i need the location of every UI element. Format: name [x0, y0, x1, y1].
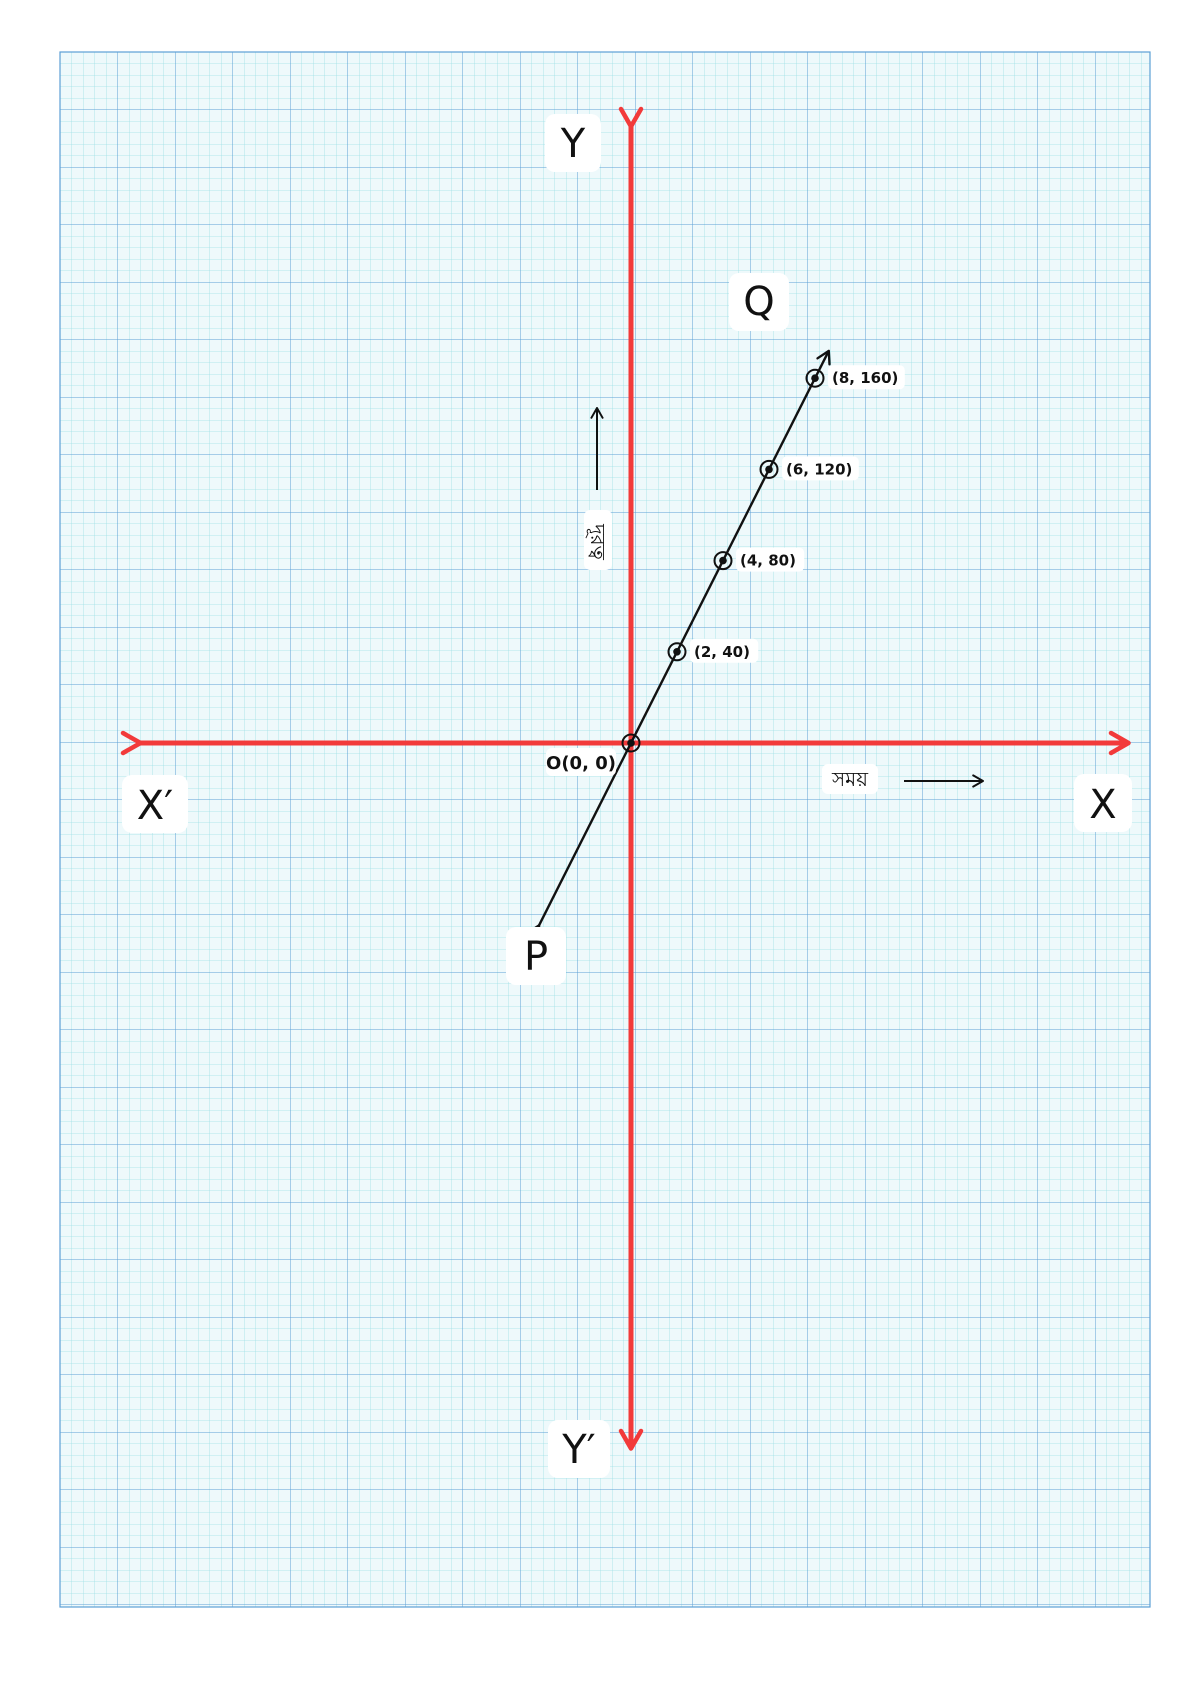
svg-text:(8, 160): (8, 160): [832, 369, 899, 388]
axis-label-y: [545, 114, 601, 172]
svg-text:Y: Y: [560, 121, 586, 167]
svg-text:Y′: Y′: [562, 1427, 596, 1473]
svg-text:(6, 120): (6, 120): [786, 460, 853, 479]
point-label: [828, 365, 905, 389]
svg-text:Q: Q: [743, 279, 775, 325]
point-label: [736, 548, 804, 572]
svg-text:O(0, 0): O(0, 0): [546, 753, 616, 774]
svg-text:(4, 80): (4, 80): [740, 551, 796, 570]
axis-label-x: [1074, 774, 1132, 832]
svg-text:X: X: [1089, 782, 1117, 828]
axis-label-x-prime: [122, 775, 188, 833]
point-label: [690, 639, 758, 663]
svg-text:(2, 40): (2, 40): [694, 642, 750, 661]
line-label-q: [729, 273, 789, 331]
graph-paper: [60, 52, 1150, 1607]
point-label: [782, 456, 859, 480]
svg-text:সময়: সময়: [831, 767, 869, 791]
svg-text:X′: X′: [136, 783, 174, 829]
svg-text:দূরত্ব: দূরত্ব: [586, 524, 610, 560]
origin-label: [546, 748, 616, 776]
major-grid: [60, 52, 1150, 1607]
svg-text:P: P: [523, 934, 549, 980]
line-label-p: [506, 927, 566, 985]
axis-label-y-prime: [548, 1420, 610, 1478]
